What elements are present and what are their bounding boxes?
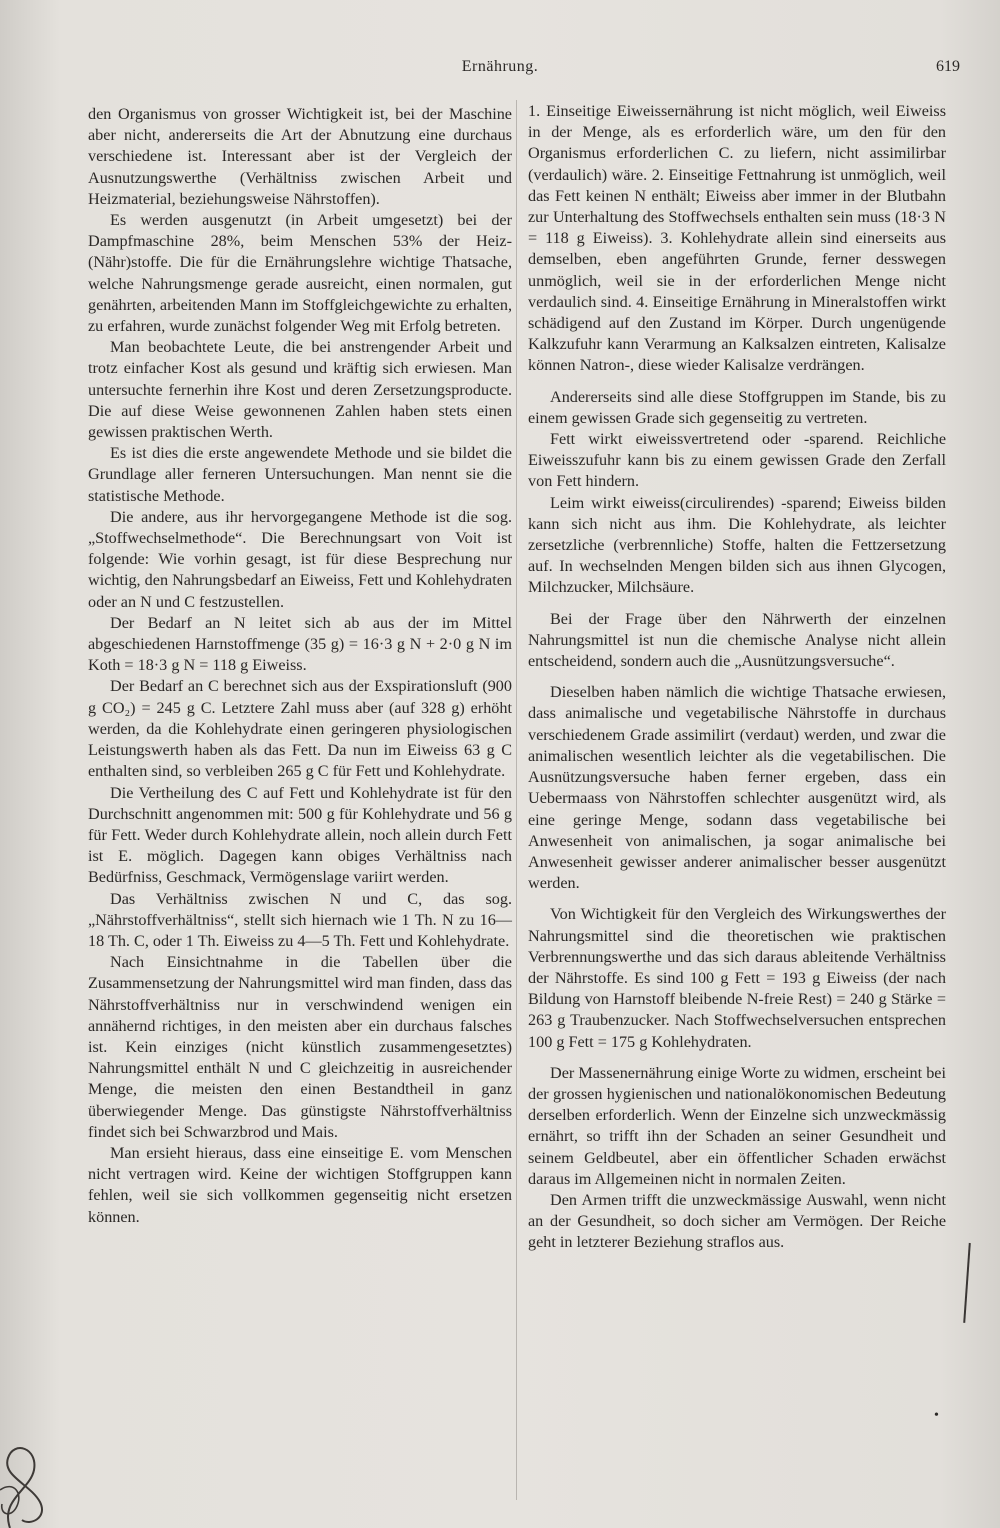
paragraph: Nach Einsichtnahme in die Tabellen über die Zusammensetzung der Nahrungsmittel wird man finden, dass das Nährstoffverhältniss nur in verschwindend wenigen ein annähernd richtiges, in den meisten aber ein durchaus falsches ist. Kein einziges (nicht künstlich zusammengesetztes) Nahrungsmittel enthält N und C gleichzeitig in ausreichender Menge, die meisten den einen Bestandtheil in ganz überwiegender Menge. Das günstigste Nährstoffverhältniss findet sich bei Schwarzbrod und Mais. — [88, 953, 512, 1141]
left-column — [88, 104, 512, 1228]
page-number: 619 — [936, 58, 960, 75]
paragraph: Es ist dies die erste angewendete Methode und sie bildet die Grundlage aller ferneren Untersuchungen. Man nennt sie die statistische Methode. — [88, 444, 512, 505]
paragraph: Der Bedarf an C berechnet sich aus der Exspirationsluft (900 g CO₂) = 245 g C. Letztere Zahl muss aber (auf 328 g) erhöht werden, da die Kohlehydrate einen geringeren physiologischen Leistungswerth haben als das Fett. Da nun im Eiweiss 63 g C enthalten sind, so verbleiben 265 g C für Fett und Kohlehydrate. — [88, 677, 512, 781]
paragraph: Von Wichtigkeit für den Vergleich des Wirkungswerthes der Nahrungsmittel sind die theoretischen wie praktischen Verbrennungswerthe und das sich daraus ableitende Verhältniss der Nährstoffe. Es sind 100 g Fett = 193 g Eiweiss (der nach Bildung von Harnstoff bleibende N-freie Rest) = 240 g Stärke = 263 g Traubenzucker. Nach Stoffwechselversuchen entsprechen 100 g Fett = 175 g Kohlehydraten. — [528, 905, 946, 1051]
ink-dot-icon: • — [934, 1408, 939, 1423]
paragraph: Dieselben haben nämlich die wichtige Thatsache erwiesen, dass animalische und vegetabilische Nährstoffe in durchaus verschiedenem Grade assimilirt (verdaut) werden, und zwar die animalischen wesentlich leichter als die vegetabilischen. Die Ausnützungsversuche haben ferner ergeben, dass ein Uebermaass von Nährstoffen schlechter ausgenützt wird, als eine geringe Menge, sodann dass vegetabilische bei Anwesenheit von animalischen, ja sogar animalische bei Anwesenheit gewisser anderer animalischer besser ausgenützt werden. — [528, 683, 946, 893]
paragraph: Der Massenernährung einige Worte zu widmen, erscheint bei der grossen hygienischen und nationalökonomischen Bedeutung derselben erforderlich. Wenn der Einzelne sich unzweckmässig ernährt, so trifft ihn der Schaden an seiner Gesundheit und seinem Geldbeutel, aber ein öffentlicher Schaden erwächst daraus im Allgemeinen nicht in normalen Zeiten. — [528, 1063, 946, 1188]
margin-bracket-icon — [963, 1243, 974, 1323]
running-title: Ernährung. — [461, 58, 539, 75]
paragraph: Die Vertheilung des C auf Fett und Kohlehydrate ist für den Durchschnitt angenommen mit: 500 g für Kohlehydrate und 56 g für Fett. Weder durch Kohlehydrate allein, noch allein durch Fett ist E. möglich. Dagegen kann obiges Verhältniss nach Bedürfniss, Geschmack, Vermögenslage variirt werden. — [88, 783, 512, 887]
paragraph: Es werden ausgenutzt (in Arbeit umgesetzt) bei der Dampfmaschine 28%, beim Menschen 53% der Heiz-(Nähr)stoffe. Die für die Ernährungslehre wichtige Thatsache, welche Nahrungsmenge gerade ausreicht, einen normalen, gut genährten, arbeitenden Mann im Stoffgleichgewichte zu erhalten, zu erfahren, wurde zunächst folgender Weg mit Erfolg betreten. — [88, 211, 513, 336]
paragraph: Das Verhältniss zwischen N und C, das sog. „Nährstoffverhältniss“, stellt sich hiernach wie 1 Th. N zu 16—18 Th. C, oder 1 Th. Eiweiss zu 4—5 Th. Fett und Kohlehydrate. — [88, 889, 512, 950]
paragraph: Fett wirkt eiweissvertretend oder -sparend. Reichliche Eiweisszufuhr kann bis zu einem gewissen Grade den Zerfall von Fett hindern. — [528, 430, 946, 491]
right-column — [528, 101, 946, 1254]
column-divider — [516, 100, 517, 1500]
paragraph: Andererseits sind alle diese Stoffgruppen im Stande, bis zu einem gewissen Grade sich gegenseitig zu vertreten. — [528, 387, 946, 427]
paragraph: Den Armen trifft die unzweckmässige Auswahl, wenn nicht an der Gesundheit, so doch sicher am Vermögen. Der Reiche geht in letzterer Beziehung straflos aus. — [528, 1190, 946, 1252]
paragraph: Man ersieht hieraus, dass eine einseitige E. vom Menschen nicht vertragen wird. Keine der wichtigen Stoffgruppen kann fehlen, weil sie sich vollkommen gegenseitig nicht ersetzen können. — [88, 1143, 512, 1226]
paragraph: Der Bedarf an N leitet sich ab aus der im Mittel abgeschiedenen Harnstoffmenge (35 g) = 16·3 g N + 2·0 g N im Koth = 18·3 g N = 118 g Eiweiss. — [88, 613, 512, 675]
paragraph: Man beobachtete Leute, die bei anstrengender Arbeit und trotz einfacher Kost als gesund und kräftig sich erwiesen. Man untersuchte fernerhin ihre Kost und deren Zersetzungsproducte. Die auf diese Weise gewonnenen Zahlen haben stets einen gewissen praktischen Werth. — [88, 338, 512, 442]
binding-curl-icon — [0, 1420, 52, 1528]
paragraph: Bei der Frage über den Nährwerth der einzelnen Nahrungsmittel ist nun die chemische Analyse nicht allein entscheidend, sondern auch die „Ausnützungsversuche“. — [528, 609, 946, 671]
paragraph: den Organismus von grosser Wichtigkeit ist, bei der Maschine aber nicht, andererseits die Art der Abnutzung eine durchaus verschiedene ist. Interessant aber ist der Vergleich der Ausnutzungswerthe (Verhältniss zwischen Arbeit und Heizmaterial, beziehungsweise Nährstoffen). — [88, 105, 512, 208]
page-header — [0, 58, 1000, 82]
paragraph: Leim wirkt eiweiss(circulirendes) -sparend; Eiweiss bilden kann sich nicht aus ihm. Die Kohlehydrate, als leichter zersetzliche (verbrennliche) Stoffe, halten die Fettzersetzung auf. In wechselnden Mengen bilden sich aus ihnen Glycogen, Milchzucker, Milchsäure. — [528, 493, 946, 597]
paragraph: Die andere, aus ihr hervorgegangene Methode ist die sog. „Stoffwechselmethode“. Die Berechnungsart von Voit ist folgende: Wie vorhin gesagt, ist für diese Besprechung nur wichtig, den Nahrungsbedarf an Eiweiss, Fett und Kohlehydraten oder an N und C festzustellen. — [88, 507, 512, 611]
paragraph: 1. Einseitige Eiweissernährung ist nicht möglich, weil Eiweiss in der Menge, als es erforderlich wäre, um den für den Organismus erforderlichen C. zu liefern, nicht assimilirbar (verdaulich) wäre. 2. Einseitige Fettnahrung ist unmöglich, weil das Fett keinen N enthält; Eiweiss aber immer in der Blutbahn zur Unterhaltung des Stoffwechsels enthalten sein muss (18·3 N = 118 g Eiweiss). 3. Kohlehydrate allein sind einerseits aus demselben, eben angeführten Grunde, ferner desswegen unmöglich, weil sie in der erforderlichen Menge nicht verdaulich sind. 4. Einseitige Ernährung in Mineralstoffen wirkt schädigend auf den Zustand im Körper. Durch ungenügende Kalkzufuhr kann Verarmung an Kalksalzen eintreten, Kalisalze können Natron-, diese wieder Kalisalze verdrängen. — [528, 102, 946, 375]
